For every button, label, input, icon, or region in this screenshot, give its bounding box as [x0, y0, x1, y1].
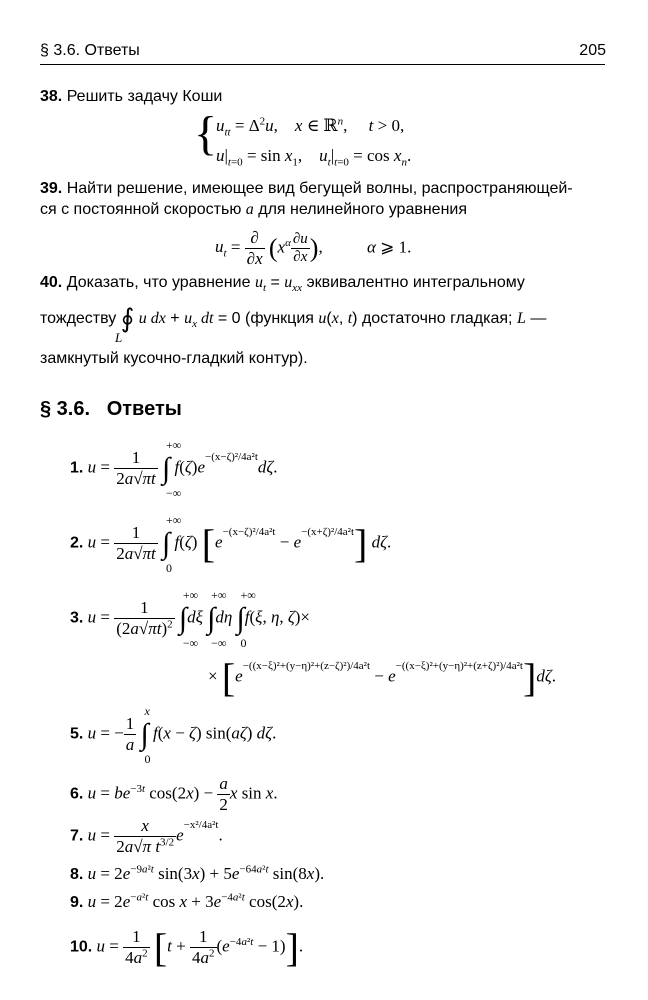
- answer-1-number: 1.: [70, 459, 84, 477]
- header-rule: [40, 64, 605, 65]
- answer-5: 5. u = − $\frac{1}{a}$ ∫ x 0 f(x − ζ) sin(aζ) dζ.: [70, 703, 277, 766]
- contour-L: L: [115, 330, 123, 345]
- problem-40-text-4: (функция: [245, 310, 314, 327]
- answer-8: 8. $u = 2e^{-9a^2t}$ $\sin(3x) + 5e^{-64a^2t}$ sin(8x).: [70, 863, 325, 883]
- problem-40: 40. Доказать, что уравнение $u_t = u_{xx}$ эквивалентно интегральному: [40, 274, 525, 295]
- problem-39: 39. Найти решение, имеющее вид бегущей волны, распространяющей- ся с постоянной скоростью a для нелинейного уравнения: [40, 180, 573, 218]
- answer-3-number: 3.: [70, 609, 84, 627]
- problem-39-text-3: для нелинейного уравнения: [258, 201, 468, 218]
- problem-39-text-1: Найти решение, имеющее вид бегущей волны, распространяющей-: [66, 180, 573, 197]
- section-title: § 3.6. Ответы: [40, 398, 182, 420]
- page-number: 205: [579, 42, 606, 59]
- answer-8-number: 8.: [70, 866, 84, 883]
- problem-39-number: 39.: [40, 180, 63, 197]
- equation-39: $u_t$ = $\frac{\partial}{\partial x}$ ($x^\alpha$ $\frac{\partial u}{\partial x}$ ), α ⩾ 1.: [215, 228, 412, 268]
- answer-2-number: 2.: [70, 534, 84, 552]
- problem-40-text-5: достаточно гладкая;: [361, 310, 513, 327]
- answer-6-number: 6.: [70, 785, 84, 803]
- problem-40-text-7: замкнутый кусочно-гладкий контур).: [40, 350, 308, 367]
- answer-10: 10. u = $\frac{1}{4a^2}$ [t + $\frac{1}{4a^2}$ $(e^{-4a^2t} - 1)$].: [70, 925, 304, 970]
- problem-40-number: 40.: [40, 274, 63, 291]
- system-brace: {: [194, 107, 218, 160]
- answer-3: 3. u = $\frac{1}{(2a√\pi t)^2}$ ∫ +∞ −∞ dξ ∫ +∞ −∞ dη ∫ +∞ 0 f(ξ, η, ζ)×: [70, 587, 311, 650]
- problem-40-text-6: —: [530, 310, 547, 327]
- answer-7-number: 7.: [70, 827, 84, 845]
- problem-38: [40, 86, 606, 107]
- problem-38-number: 38.: [40, 88, 63, 105]
- answer-10-number: 10.: [70, 938, 93, 956]
- problem-40-text-2: эквивалентно интегральному: [306, 274, 525, 291]
- problem-40-line2: тождеству ∮ u dx + $u_x$ dt = 0 (функция u(x, t) достаточно гладкая; L —: [40, 304, 547, 333]
- answer-5-number: 5.: [70, 725, 84, 743]
- answer-6: 6. $u = be^{-3t}$ cos(2x) − $\frac{a}{2}$ x sin x.: [70, 774, 278, 814]
- problem-38-text: Решить задачу Коши: [66, 88, 223, 105]
- problem-40-line3: [40, 348, 606, 369]
- answer-1: 1. u = $\frac{1}{2a√\pi t}$ ∫ +∞ −∞ $f(\zeta)e^{-(x-\zeta)^2/4a^2t}d\zeta$.: [70, 437, 278, 500]
- answer-7: 7. u = $\frac{x}{2a√\pi t^{3/2}}$ $e^{-x^2/4a^2t}$.: [70, 816, 223, 856]
- running-header-left: § 3.6. Ответы: [40, 42, 140, 59]
- answer-9-number: 9.: [70, 894, 84, 911]
- problem-39-text-2: ся с постоянной скоростью: [40, 201, 242, 218]
- system-eq2: $u|_{t=0} = \sin x_1$, $u_t|_{t=0} = \cos x_n$.: [216, 146, 412, 169]
- answer-2: 2. u = $\frac{1}{2a√\pi t}$ ∫ +∞ 0 f(ζ) $[e^{-(x-\zeta)^2/4a^2t} - e^{-(x+\zeta)^2/4a^2t}]$ dζ.: [70, 512, 392, 575]
- answer-3-continued: × $[e^{-((x-\xi)^2+(y-\eta)^2+(z-\zeta)^2)/4a^2t} - e^{-((x-\xi)^2+(y-\eta)^2+(z+\zeta)^2)/4a^2t}]d\zeta$.: [208, 655, 556, 700]
- system-eq1: $u_{tt} = \Delta^2u$, x ∈ ℝ$^n$, t > 0,: [216, 115, 405, 139]
- problem-40-text-3: тождеству: [40, 310, 117, 327]
- answer-9: 9. $u = 2e^{-a^2t}$ $\cos x + 3e^{-4a^2t}$ cos(2x).: [70, 891, 304, 911]
- problem-40-text-1: Доказать, что уравнение: [66, 274, 251, 291]
